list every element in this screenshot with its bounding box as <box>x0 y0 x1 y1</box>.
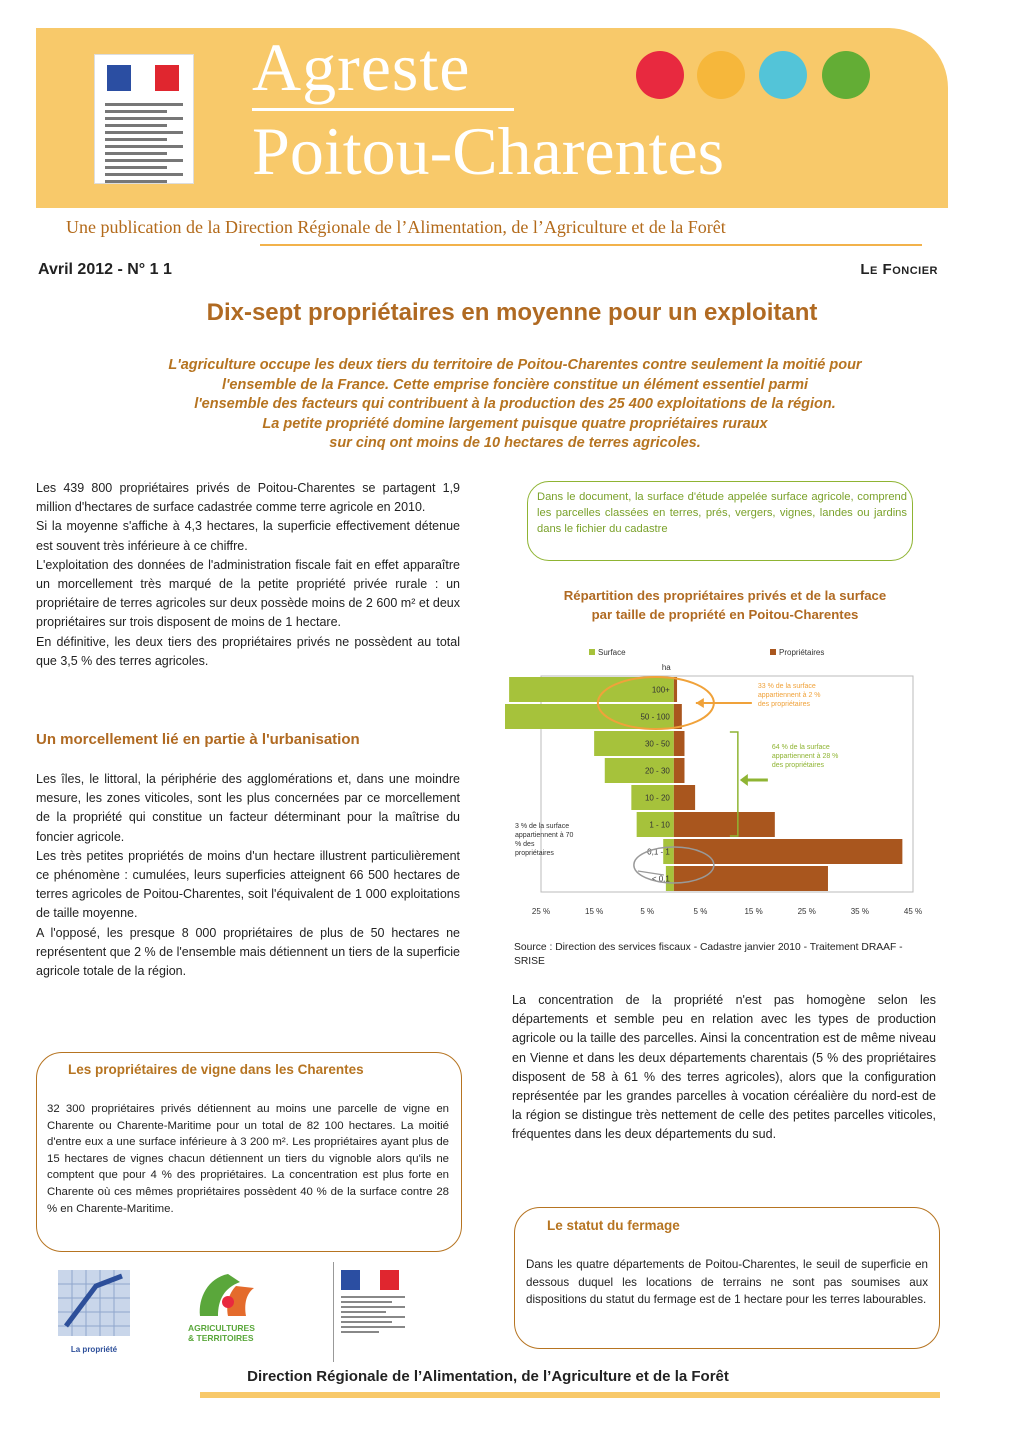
footer-org: Direction Régionale de l’Alimentation, de l’Agriculture et de la Forêt <box>247 1368 729 1385</box>
dot-blue-icon <box>759 51 807 99</box>
legend-swatch-proprietaires <box>770 649 776 655</box>
unit-label: ha <box>661 663 671 672</box>
ministry-logo-small <box>341 1270 405 1362</box>
chart-title: Répartition des propriétaires privés et de la surface par taille de propriété en Poitou-Charentes <box>563 588 887 622</box>
bar-proprietaires <box>674 866 828 891</box>
category-label: 1 - 10 <box>649 820 670 830</box>
fermage-box-text: Dans les quatre départements de Poitou-Charentes, le seuil de superficie en dessous duquel les locations de terrains ne sont pas soumises aux dispositions du statut du fermage est de 1 hectare pour les terres labourables. <box>526 1258 928 1307</box>
x-tick-label: 25 % <box>531 907 551 916</box>
bar-proprietaires <box>674 785 695 810</box>
bar-proprietaires <box>674 758 685 783</box>
section-heading-urbanisation: Un morcellement lié en partie à l'urbanisation <box>36 731 360 748</box>
category-label: < 0,1 <box>651 874 670 884</box>
french-flag-small-icon <box>341 1270 399 1290</box>
x-tick-label: 5 % <box>693 907 708 916</box>
french-flag-icon <box>107 65 179 91</box>
footer-rule <box>200 1392 940 1398</box>
definition-note-text: Dans le document, la surface d'étude appelée surface agricole, comprend les parcelles classées en terres, prés, vergers, vignes, landes ou jardins dans le fichier du cadastre <box>537 491 907 535</box>
lead-paragraph: L'agriculture occupe les deux tiers du territoire de Poitou-Charentes contre seulement la moitié pour l'ensemble de la France. Cette emprise foncière constitue un élément essentiel parmi l'ensemble des facteurs qui contribuent à la production des 25 400 exploitations de la région. La petite propriété domine largement puisque quatre propriétaires ruraux sur cinq ont moins de 10 hectares de terres agricoles. <box>168 357 862 451</box>
legend-label-surface: Surface <box>598 648 626 657</box>
butterfly-chart <box>505 640 945 930</box>
x-tick-label: 25 % <box>797 907 816 916</box>
bar-proprietaires <box>674 812 775 837</box>
agricultures-territoires-logo: AGRICULTURES & TERRITOIRES <box>188 1272 274 1356</box>
left-column-urbanisation: Les îles, le littoral, la périphérie des agglomérations et, dans une moindre mesure, les zones viticoles, sont les plus concernées par ce morcellement de la propriété qui constitue un facteur déterminant pour la maîtrise du foncier agricole. Les très petites propriétés de moins d'un hectare illustrent particulièrement ce phénomène : cumulées, leurs superficies atteignent 66 500 hectares de terres agricoles de Poitou-Charentes, soit l'équivalent de 1 000 exploitations de taille moyenne. A l'opposé, les presque 8 000 propriétaires de plus de 50 hectares ne représentent que 2 % de l'ensemble mais détiennent un tiers de la superficie agricole totale de la région. <box>36 772 460 979</box>
x-tick-label: 15 % <box>585 907 604 916</box>
legend-label-proprietaires: Propriétaires <box>779 648 825 657</box>
bar-proprietaires <box>674 677 677 702</box>
category-label: 20 - 30 <box>644 766 670 776</box>
legend-swatch-surface <box>589 649 595 655</box>
ministry-logo <box>94 54 194 184</box>
dot-green-icon <box>822 51 870 99</box>
bar-proprietaires <box>674 731 685 756</box>
annotation-text-bottom: 3 % de la surface appartiennent à 70 % des propriétaires <box>515 823 574 857</box>
category-label: 30 - 50 <box>644 739 670 749</box>
annotation-text-top: 33 % de la surface appartiennent à 2 % des propriétaires <box>757 683 821 708</box>
x-tick-label: 15 % <box>744 907 763 916</box>
section-label: Le Foncier <box>860 261 938 278</box>
right-column-text: La concentration de la propriété n'est pas homogène selon les départements et semble peu en relation avec les types de production agricole ou la taille des parcelles. Ainsi la concentration est de même niveau en Vienne et dans les deux départements charentais (5 % des propriétaires disposent de 58 à 61 % des terres agricoles), alors que la configuration représentée par les grandes parcelles à vocation céréalière du nord-est de la région se distingue très nettement de celle des petites parcelles viticoles, fréquentes dans les deux départements du sud. <box>512 993 936 1142</box>
brand-underline <box>252 108 514 111</box>
x-tick-label: 45 % <box>903 907 923 916</box>
x-tick-label: 5 % <box>640 907 655 916</box>
category-label: 100+ <box>651 685 670 695</box>
propriete-logo: La propriété <box>56 1266 132 1356</box>
page-title: Dix-sept propriétaires en moyenne pour un exploitant <box>206 299 818 326</box>
category-label: 50 - 100 <box>640 712 670 722</box>
logo-divider <box>333 1262 334 1362</box>
bar-proprietaires <box>674 704 682 729</box>
bar-proprietaires <box>674 839 903 864</box>
tagline-rule <box>260 244 922 246</box>
vigne-box-title: Les propriétaires de vigne dans les Charentes <box>68 1062 364 1077</box>
x-tick-label: 35 % <box>850 907 869 916</box>
vigne-box-text: 32 300 propriétaires privés détiennent au moins une parcelle de vigne en Charente ou Charente-Maritime pour un total de 82 100 hectares. La moitié d'entre eux a une surface inférieure à 3 200 m². Les propriétaires ayant plus de 15 hectares de vignes chacun détiennent un tiers du vignoble alors qu'ils ne comptent que pour 4 % des propriétaires. La concentration est plus forte en Charente où ces mêmes propriétaires possèdent 40 % de la surface contre 28 % en Charente-Maritime. <box>47 1103 449 1215</box>
brand-title-line1: Agreste <box>252 29 471 105</box>
category-label: 10 - 20 <box>644 793 670 803</box>
chart-source: Source : Direction des services fiscaux - Cadastre janvier 2010 - Traitement DRAAF - SRISE <box>514 942 903 967</box>
fermage-box-title: Le statut du fermage <box>547 1218 680 1233</box>
dot-yellow-icon <box>697 51 745 99</box>
dot-red-icon <box>636 51 684 99</box>
tagline: Une publication de la Direction Régionale de l’Alimentation, de l’Agriculture et de la Forêt <box>66 217 726 237</box>
brand-title-line2: Poitou-Charentes <box>252 113 725 189</box>
left-column-intro: Les 439 800 propriétaires privés de Poitou-Charentes se partagent 1,9 million d'hectares de surface cadastrée comme terre agricole en 2010. Si la moyenne s'affiche à 4,3 hectares, la superficie effectivement détenue est souvent très inférieure à ce chiffre. L'exploitation des données de l'administration fiscale fait en effet apparaître un morcellement très marqué de la petite propriété privée rurale : un propriétaire de terres agricoles sur deux possède moins de 2 600 m² et deux propriétaires sur trois disposent de moins de 1 hectare. En définitive, les deux tiers des propriétaires privés ne possèdent au total que 3,5 % des terres agricoles. <box>36 481 460 668</box>
annotation-text-mid: 64 % de la surface appartiennent à 28 % des propriétaires <box>771 744 839 769</box>
category-label: 0,1 - 1 <box>647 847 670 857</box>
bar-surface <box>509 677 674 702</box>
issue-number: Avril 2012 - N° 1 1 <box>38 261 172 278</box>
